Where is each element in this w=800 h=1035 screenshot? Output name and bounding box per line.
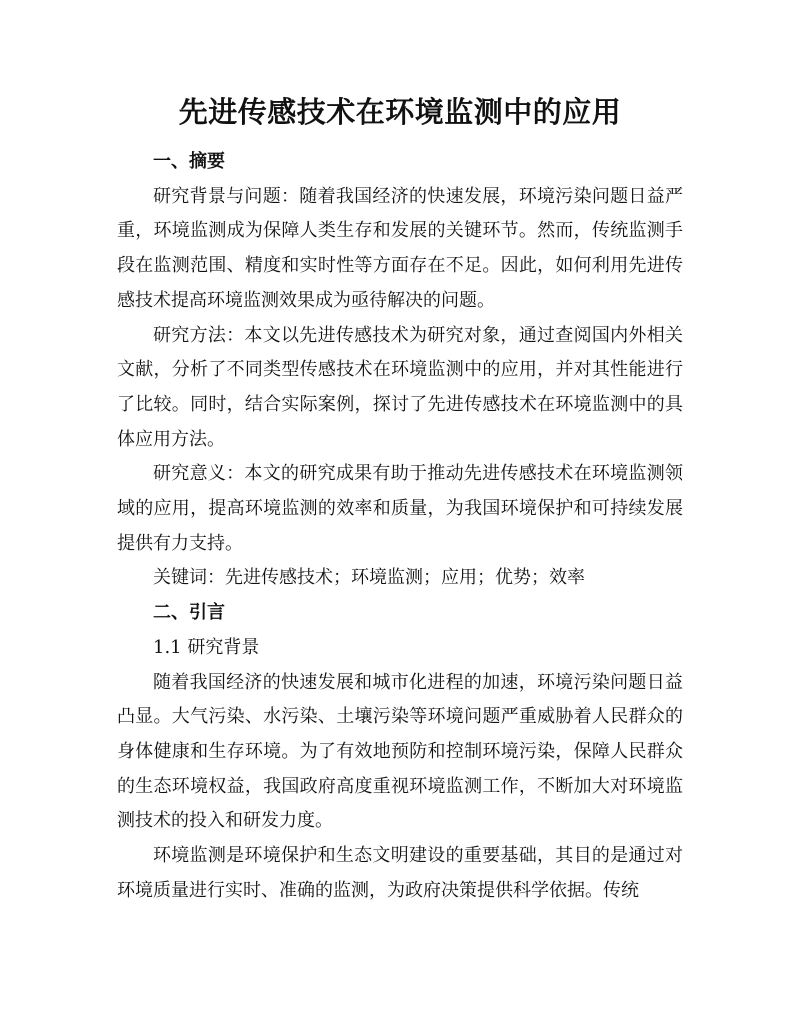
keywords-paragraph: 关键词：先进传感技术；环境监测；应用；优势；效率 xyxy=(153,567,585,589)
document-body xyxy=(117,145,683,908)
introduction-paragraph-1: 随着我国经济的快速发展和城市化进程的加速，环境污染问题日益凸显。大气污染、水污染、土壤污染等环境问题严重威胁着人民群众的身体健康和生存环境。为了有效地预防和控制环境污染，保障人民群众的生态环境权益，我国政府高度重视环境监测工作，不断加大对环境监测技术的投入和研发力度。 xyxy=(117,671,683,832)
introduction-heading: 二、引言 xyxy=(153,602,225,624)
research-background-subheading: 1.1 研究背景 xyxy=(153,636,260,658)
abstract-significance-paragraph: 研究意义：本文的研究成果有助于推动先进传感技术在环境监测领域的应用，提高环境监测的效率和质量，为我国环境保护和可持续发展提供有力支持。 xyxy=(117,463,683,554)
abstract-background-paragraph: 研究背景与问题：随着我国经济的快速发展，环境污染问题日益严重，环境监测成为保障人类生存和发展的关键环节。然而，传统监测手段在监测范围、精度和实时性等方面存在不足。因此，如何利用先进传感技术提高环境监测效果成为亟待解决的问题。 xyxy=(117,185,683,311)
abstract-heading: 一、摘要 xyxy=(153,151,225,172)
introduction-paragraph-2: 环境监测是环境保护和生态文明建设的重要基础，其目的是通过对环境质量进行实时、准确的监测，为政府决策提供科学依据。传统 xyxy=(117,845,683,901)
abstract-method-paragraph: 研究方法：本文以先进传感技术为研究对象，通过查阅国内外相关文献，分析了不同类型传感技术在环境监测中的应用，并对其性能进行了比较。同时，结合实际案例，探讨了先进传感技术在环境监测中的具体应用方法。 xyxy=(117,324,683,450)
document-title: 先进传感技术在环境监测中的应用 xyxy=(178,95,622,129)
